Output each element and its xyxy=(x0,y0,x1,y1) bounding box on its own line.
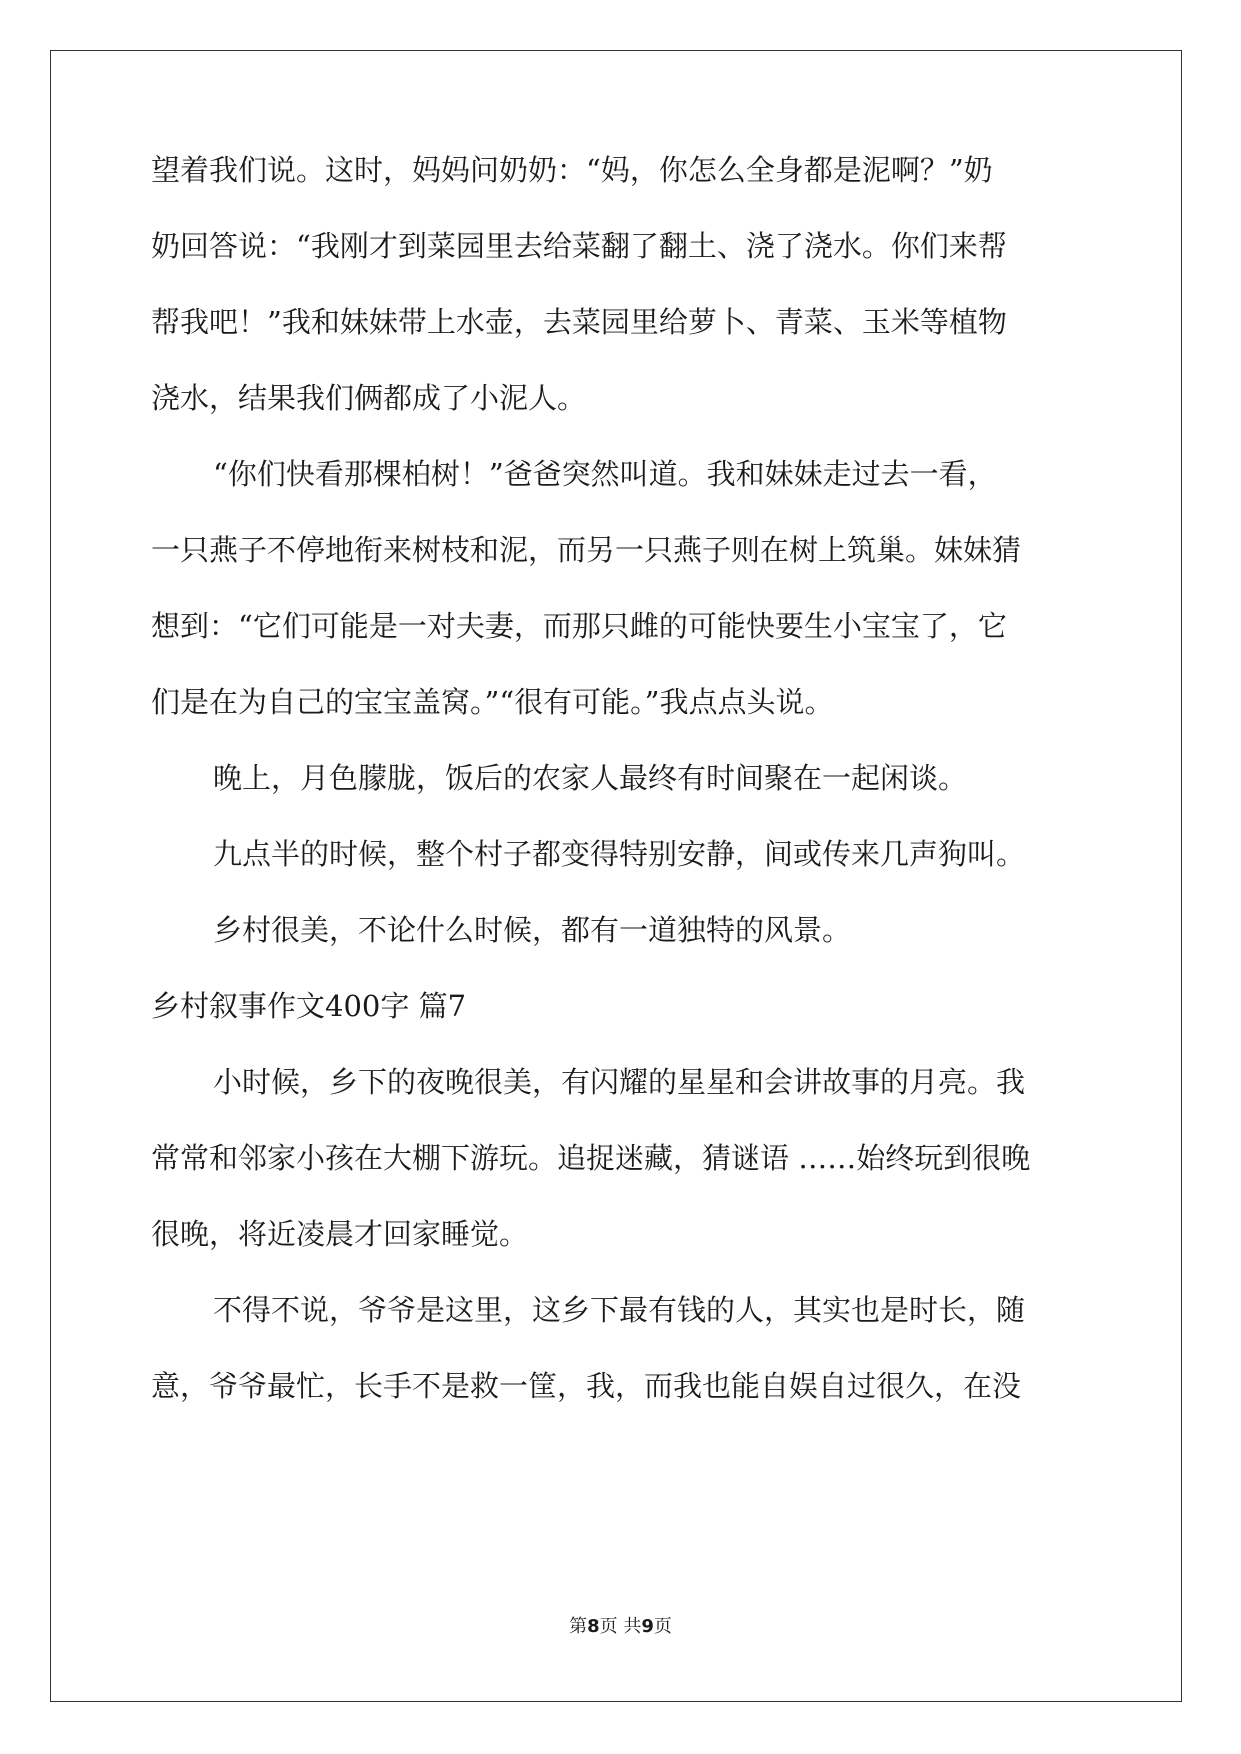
current-page-number: 8 xyxy=(587,1616,600,1637)
footer-suffix: 页 xyxy=(653,1616,672,1637)
footer-middle: 页 共 xyxy=(599,1616,642,1637)
paragraph-start: 小时候，乡下的夜晚很美，有闪耀的星星和会讲故事的月亮。我 xyxy=(213,1065,1026,1099)
total-page-number: 9 xyxy=(641,1616,654,1637)
section-heading: 乡村叙事作文400字 篇7 xyxy=(151,989,467,1023)
text-line: 们是在为自己的宝宝盖窝。”“很有可能。”我点点头说。 xyxy=(151,685,834,719)
text-line: 很晚，将近凌晨才回家睡觉。 xyxy=(151,1217,529,1251)
text-line: 望着我们说。这时，妈妈问奶奶：“妈，你怎么全身都是泥啊？”奶 xyxy=(151,153,993,187)
text-line: 浇水，结果我们俩都成了小泥人。 xyxy=(151,381,587,415)
text-line: 帮我吧！”我和妹妹带上水壶，去菜园里给萝卜、青菜、玉米等植物 xyxy=(151,305,1007,339)
text-line: 一只燕子不停地衔来树枝和泥，而另一只燕子则在树上筑巢。妹妹猜 xyxy=(151,533,1022,567)
paragraph-start: 不得不说，爷爷是这里，这乡下最有钱的人，其实也是时长，随 xyxy=(213,1293,1026,1327)
paragraph-start: 乡村很美，不论什么时候，都有一道独特的风景。 xyxy=(213,913,852,947)
paragraph-start: “你们快看那棵柏树！”爸爸突然叫道。我和妹妹走过去一看， xyxy=(213,457,997,491)
text-line: 奶回答说：“我刚才到菜园里去给菜翻了翻土、浇了浇水。你们来帮 xyxy=(151,229,1007,263)
page-border xyxy=(50,50,1182,1702)
page-footer xyxy=(0,1612,1241,1638)
paragraph-start: 晚上，月色朦胧，饭后的农家人最终有时间聚在一起闲谈。 xyxy=(213,761,968,795)
text-line: 想到：“它们可能是一对夫妻，而那只雌的可能快要生小宝宝了，它 xyxy=(151,609,1007,643)
paragraph-start: 九点半的时候，整个村子都变得特别安静，间或传来几声狗叫。 xyxy=(213,837,1026,871)
text-line: 常常和邻家小孩在大棚下游玩。追捉迷藏，猜谜语 ……始终玩到很晚 xyxy=(151,1141,1031,1175)
text-line: 意，爷爷最忙，长手不是救一筐，我，而我也能自娱自过很久，在没 xyxy=(151,1369,1022,1403)
footer-prefix: 第 xyxy=(569,1616,588,1637)
